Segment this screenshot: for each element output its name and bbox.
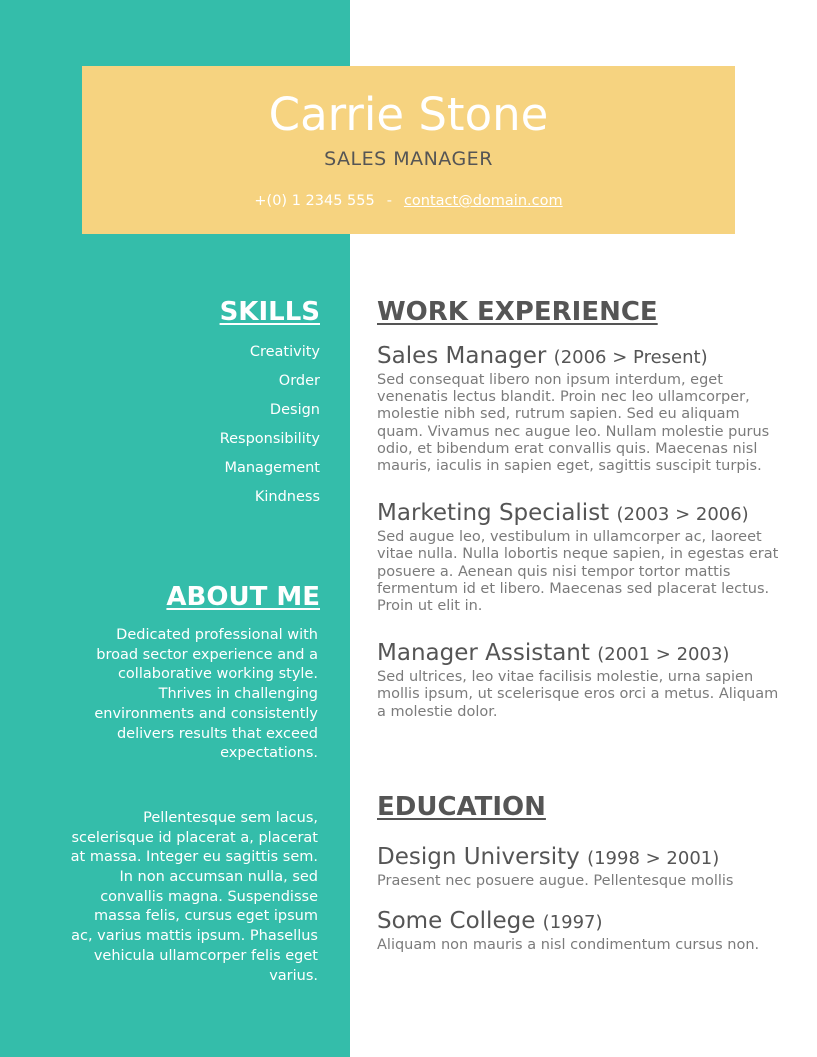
school-period: (1998 > 2001) — [587, 848, 720, 869]
contact-line — [82, 192, 735, 210]
school-description: Aliquam non mauris a nisl condimentum cursus non. — [377, 937, 760, 954]
skill-item: Order — [278, 373, 320, 389]
school-name: Design University — [377, 844, 580, 870]
skill-item: Responsibility — [219, 431, 320, 447]
school-period: (1997) — [542, 912, 603, 934]
job-title: Sales Manager — [377, 343, 547, 369]
skills-title: SKILLS — [219, 297, 320, 327]
job-period: (2006 > Present) — [553, 347, 708, 368]
work-entry-heading — [377, 639, 787, 669]
education-entry-heading — [377, 907, 787, 937]
work-entry — [377, 342, 787, 475]
skills-section — [70, 296, 320, 512]
job-period: (2003 > 2006) — [616, 504, 749, 526]
skill-item: Design — [269, 402, 320, 418]
email-link[interactable]: contact@domain.com — [403, 193, 563, 209]
skill-item: Management — [224, 460, 320, 476]
resume-header — [82, 66, 735, 234]
education-entry — [377, 843, 787, 890]
work-entry — [377, 499, 787, 615]
skill-item: Creativity — [249, 344, 320, 360]
about-section — [70, 581, 320, 986]
about-title: ABOUT ME — [166, 582, 320, 612]
school-name: Some College — [377, 908, 536, 935]
education-section — [377, 791, 787, 954]
skill-item: Kindness — [254, 489, 320, 505]
work-entry-heading — [377, 499, 787, 529]
about-paragraph: Dedicated professional with broad sector experience and a collaborative working style. Thrives in challenging environments and consistently delivers results that exceed expectations. — [94, 627, 318, 762]
candidate-name: Carrie Stone — [268, 88, 549, 141]
job-description: Sed ultrices, leo vitae facilisis molestie, urna sapien mollis ipsum, ut scelerisque eros orci a metus. Aliquam a molestie dolor. — [377, 669, 779, 720]
work-entry — [377, 639, 787, 721]
job-title: Manager Assistant — [377, 640, 590, 667]
work-entry-heading — [377, 342, 787, 372]
skills-list — [70, 338, 320, 512]
phone-number: +(0) 1 2345 555 — [254, 193, 375, 209]
about-paragraph: Pellentesque sem lacus, scelerisque id placerat a, placerat at massa. Integer eu sagittis sem. In non accumsan nulla, sed convallis magna. Suspendisse massa felis, cursus eget ipsum ac, varius mattis ipsum. Phasellus vehicula ullamcorper felis eget varius. — [70, 809, 318, 984]
candidate-role: SALES MANAGER — [324, 148, 493, 170]
education-entry-heading — [377, 843, 787, 873]
contact-separator: - — [386, 193, 392, 209]
job-description: Sed consequat libero non ipsum interdum, eget venenatis lectus blandit. Proin nec leo ullamcorper, molestie nibh sed, rutrum sapien. Sed eu aliquam quam. Vivamus nec augue leo. Nullam molestie purus odio, et bibendum erat convallis quis. Maecenas nisl mauris, iaculis in sapien eget, sagittis suscipit turpis. — [377, 372, 770, 475]
work-experience-section — [377, 296, 787, 721]
school-description: Praesent nec posuere augue. Pellentesque mollis — [377, 873, 734, 889]
job-title: Marketing Specialist — [377, 500, 610, 527]
education-entry — [377, 907, 787, 954]
job-period: (2001 > 2003) — [597, 644, 730, 666]
work-experience-title: WORK EXPERIENCE — [377, 297, 658, 327]
job-description: Sed augue leo, vestibulum in ullamcorper ac, laoreet vitae nulla. Nulla lobortis neque sapien, in egestas erat posuere a. Aenean quis nisi tempor tortor mattis fermentum id et libero. Maecenas sed placerat lectus. Proin ut elit in. — [377, 529, 779, 615]
education-title: EDUCATION — [377, 792, 546, 822]
